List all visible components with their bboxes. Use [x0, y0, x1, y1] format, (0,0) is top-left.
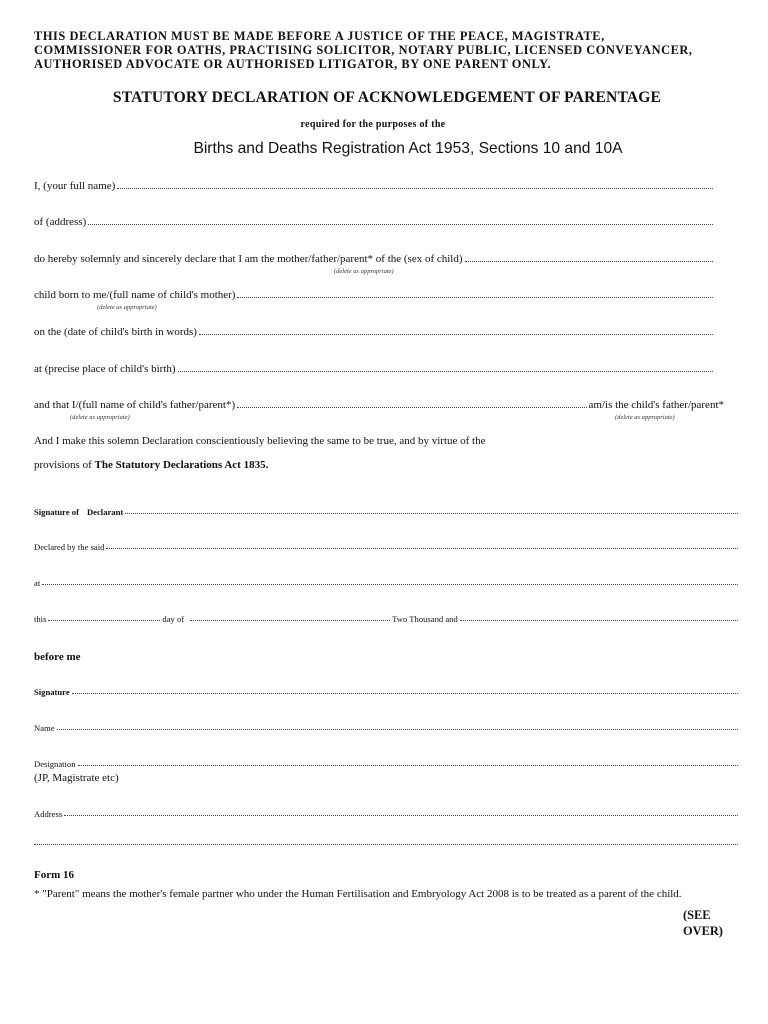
declared-by-label: Declared by the said: [34, 542, 105, 552]
designation-row: [34, 759, 740, 769]
address-label: Address: [34, 809, 63, 819]
mother-name-field[interactable]: [237, 296, 713, 298]
birth-date-label: on the (date of child's birth in words): [34, 326, 197, 338]
provisions-text: provisions of: [34, 459, 95, 471]
witness-address-field[interactable]: [64, 814, 738, 816]
sex-of-child-field[interactable]: [465, 260, 713, 262]
parent-footnote: * "Parent" means the mother's female partner who under the Human Fertilisation and Embryology Act 2008 is to be treated as a parent of the child.: [34, 888, 682, 900]
solemn-declaration-line: And I make this solemn Declaration conscientiously believing the same to be true, and by virtue of the: [34, 435, 486, 447]
child-born-row: [34, 289, 715, 301]
warning-line: COMMISSIONER FOR OATHS, PRACTISING SOLICITOR, NOTARY PUBLIC, LICENSED CONVEYANCER,: [34, 43, 693, 57]
date-row: [34, 614, 740, 624]
child-born-label: child born to me/(full name of child's mother): [34, 289, 236, 301]
birth-date-row: [34, 326, 715, 338]
witness-address-row: [34, 809, 740, 819]
see-over-line: OVER): [683, 924, 723, 938]
father-tail-label: am/is the child's father/parent*: [588, 399, 724, 411]
witness-name-row: [34, 723, 740, 733]
address-field[interactable]: [88, 223, 713, 225]
see-over-line: (SEE: [683, 908, 711, 922]
designation-label: Designation: [34, 759, 76, 769]
declare-row: [34, 253, 715, 265]
warning-line: THIS DECLARATION MUST BE MADE BEFORE A JUSTICE OF THE PEACE, MAGISTRATE,: [34, 29, 605, 43]
delete-note: (delete as appropriate): [70, 414, 130, 421]
this-label: this: [34, 614, 47, 624]
father-row: [34, 399, 724, 411]
signature-of-label: Signature of: [34, 507, 79, 517]
day-field[interactable]: [48, 619, 160, 621]
father-label: and that I/(full name of child's father/parent*): [34, 399, 236, 411]
form-number: Form 16: [34, 869, 75, 881]
address-label: of (address): [34, 216, 87, 228]
act-reference: The Statutory Declarations Act 1835.: [94, 459, 269, 471]
day-of-label: day of: [162, 614, 185, 624]
witness-address-field-2[interactable]: [34, 843, 738, 845]
father-name-field[interactable]: [237, 406, 586, 408]
delete-note: (delete as appropriate): [615, 414, 675, 421]
delete-note: (delete as appropriate): [97, 304, 157, 311]
birth-place-field[interactable]: [178, 370, 713, 372]
solemn-declaration-act-line: [34, 459, 268, 471]
full-name-field[interactable]: [117, 187, 713, 189]
see-over-note: [683, 907, 723, 939]
warning-notice: [34, 29, 693, 71]
witness-signature-row: [34, 687, 740, 697]
witness-address-row-2: [34, 846, 740, 848]
warning-line: AUTHORISED ADVOCATE OR AUTHORISED LITIGATOR, BY ONE PARENT ONLY.: [34, 57, 552, 71]
delete-note: (delete as appropriate): [334, 268, 394, 275]
document-subtitle: required for the purposes of the: [300, 119, 446, 130]
witness-name-field[interactable]: [57, 728, 738, 730]
declarant-signature-field[interactable]: [125, 512, 738, 514]
birth-place-row: [34, 363, 715, 375]
document-title: STATUTORY DECLARATION OF ACKNOWLEDGEMENT OF PARENTAGE: [112, 89, 662, 106]
name-label: Name: [34, 723, 55, 733]
signature-label: Signature: [34, 687, 70, 697]
two-thousand-label: Two Thousand and: [392, 614, 458, 624]
declarant-label: Declarant: [86, 507, 124, 517]
declared-by-row: [34, 542, 740, 552]
at-row: [34, 578, 740, 588]
declare-label: do hereby solemnly and sincerely declare that I am the mother/father/parent* of the (sex of child): [34, 253, 463, 265]
act-title: Births and Deaths Registration Act 1953, Sections 10 and 10A: [193, 140, 623, 157]
month-field[interactable]: [190, 619, 390, 621]
year-field[interactable]: [460, 619, 738, 621]
birth-date-field[interactable]: [199, 333, 713, 335]
at-label: at: [34, 578, 41, 588]
address-row: [34, 216, 715, 228]
full-name-row: [34, 180, 715, 192]
declared-by-field[interactable]: [106, 547, 738, 549]
signature-declarant-row: [34, 507, 740, 517]
at-field[interactable]: [42, 583, 738, 585]
designation-note: (JP, Magistrate etc): [34, 772, 119, 784]
designation-field[interactable]: [78, 764, 738, 766]
before-me-label: before me: [34, 651, 81, 663]
full-name-label: I, (your full name): [34, 180, 116, 192]
witness-signature-field[interactable]: [72, 692, 738, 694]
birth-place-label: at (precise place of child's birth): [34, 363, 176, 375]
